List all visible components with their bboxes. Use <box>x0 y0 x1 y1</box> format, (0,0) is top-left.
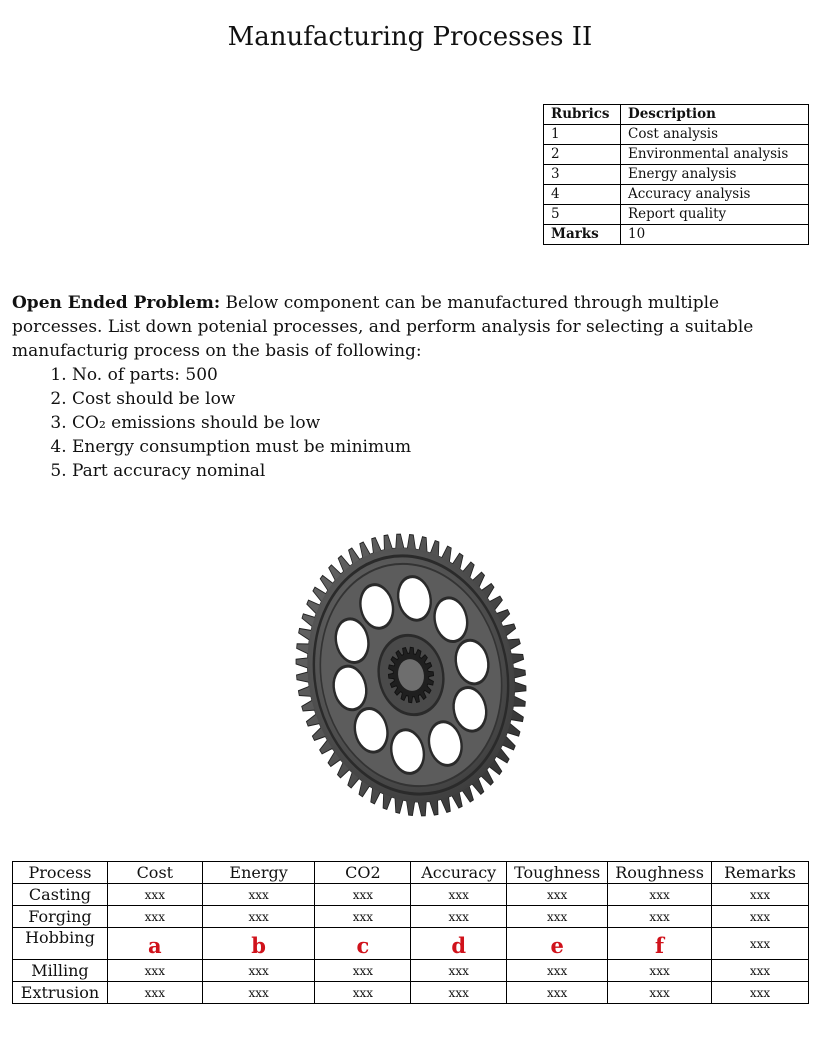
table-cell: xxx <box>712 982 809 1004</box>
table-cell: xxx <box>411 884 507 906</box>
table-cell: xxx <box>107 960 202 982</box>
rubric-number: 3 <box>544 165 621 185</box>
rubric-description: Environmental analysis <box>621 145 809 165</box>
requirement-item: 5. Part accuracy nominal <box>72 459 812 483</box>
header-energy: Energy <box>202 862 315 884</box>
process-name: Casting <box>13 884 108 906</box>
problem-statement <box>12 291 812 483</box>
table-cell: xxx <box>315 906 411 928</box>
header-process: Process <box>13 862 108 884</box>
answer-cell: e <box>507 928 608 960</box>
requirement-item: 1. No. of parts: 500 <box>72 363 812 387</box>
table-row <box>13 884 809 906</box>
table-cell: xxx <box>107 906 202 928</box>
table-cell: xxx <box>507 982 608 1004</box>
table-cell: xxx <box>202 884 315 906</box>
answer-cell: c <box>315 928 411 960</box>
answer-cell: d <box>411 928 507 960</box>
table-cell: xxx <box>608 960 712 982</box>
rubric-number: 5 <box>544 205 621 225</box>
problem-paragraph <box>12 291 812 363</box>
header-cost: Cost <box>107 862 202 884</box>
table-row <box>13 982 809 1004</box>
table-cell: xxx <box>107 884 202 906</box>
table-cell: xxx <box>315 884 411 906</box>
requirement-item: 2. Cost should be low <box>72 387 812 411</box>
description-header: Description <box>621 105 809 125</box>
problem-text: Below component can be manufactured through multiple porcesses. List down potenial processes, and perform analysis for selecting a suitable manufacturig process on the basis of following: <box>12 293 754 361</box>
answer-cell: b <box>202 928 315 960</box>
rubric-description: Accuracy analysis <box>621 185 809 205</box>
requirements-list <box>12 363 812 483</box>
rubrics-header-row <box>544 105 809 125</box>
process-name: Forging <box>13 906 108 928</box>
table-cell: xxx <box>507 906 608 928</box>
table-cell: xxx <box>315 982 411 1004</box>
rubric-row <box>544 205 809 225</box>
table-row <box>13 906 809 928</box>
table-cell: xxx <box>608 884 712 906</box>
gear-image <box>286 515 536 835</box>
rubric-row <box>544 185 809 205</box>
table-cell: xxx <box>608 906 712 928</box>
rubric-description: Report quality <box>621 205 809 225</box>
requirement-item: 3. CO₂ emissions should be low <box>72 411 812 435</box>
table-cell: xxx <box>202 960 315 982</box>
gear-illustration <box>286 515 536 835</box>
process-name: Hobbing <box>13 928 108 960</box>
table-cell: xxx <box>507 960 608 982</box>
rubric-number: 1 <box>544 125 621 145</box>
marks-row <box>544 225 809 245</box>
table-cell: xxx <box>507 884 608 906</box>
rubrics-table <box>543 104 809 245</box>
answer-cell: f <box>608 928 712 960</box>
rubric-row <box>544 145 809 165</box>
table-cell: xxx <box>107 982 202 1004</box>
rubric-number: 4 <box>544 185 621 205</box>
table-cell: xxx <box>202 906 315 928</box>
table-cell: xxx <box>202 982 315 1004</box>
rubric-row <box>544 165 809 185</box>
answer-cell: a <box>107 928 202 960</box>
process-table <box>12 861 809 1004</box>
marks-label: Marks <box>544 225 621 245</box>
table-cell: xxx <box>712 960 809 982</box>
header-remarks: Remarks <box>712 862 809 884</box>
marks-value: 10 <box>621 225 809 245</box>
process-header-row <box>13 862 809 884</box>
table-row <box>13 928 809 960</box>
header-toughness: Toughness <box>507 862 608 884</box>
rubrics-header: Rubrics <box>544 105 621 125</box>
problem-label: Open Ended Problem: <box>12 293 221 313</box>
rubric-number: 2 <box>544 145 621 165</box>
table-cell: xxx <box>411 960 507 982</box>
table-cell: xxx <box>712 906 809 928</box>
table-cell: xxx <box>315 960 411 982</box>
table-cell: xxx <box>411 982 507 1004</box>
page-title: Manufacturing Processes II <box>227 22 593 52</box>
header-co2: CO2 <box>315 862 411 884</box>
table-cell: xxx <box>712 928 809 960</box>
table-row <box>13 960 809 982</box>
header-accuracy: Accuracy <box>411 862 507 884</box>
rubric-description: Cost analysis <box>621 125 809 145</box>
process-name: Extrusion <box>13 982 108 1004</box>
table-cell: xxx <box>608 982 712 1004</box>
rubric-description: Energy analysis <box>621 165 809 185</box>
table-cell: xxx <box>712 884 809 906</box>
table-cell: xxx <box>411 906 507 928</box>
rubric-row <box>544 125 809 145</box>
requirement-item: 4. Energy consumption must be minimum <box>72 435 812 459</box>
process-name: Milling <box>13 960 108 982</box>
header-roughness: Roughness <box>608 862 712 884</box>
